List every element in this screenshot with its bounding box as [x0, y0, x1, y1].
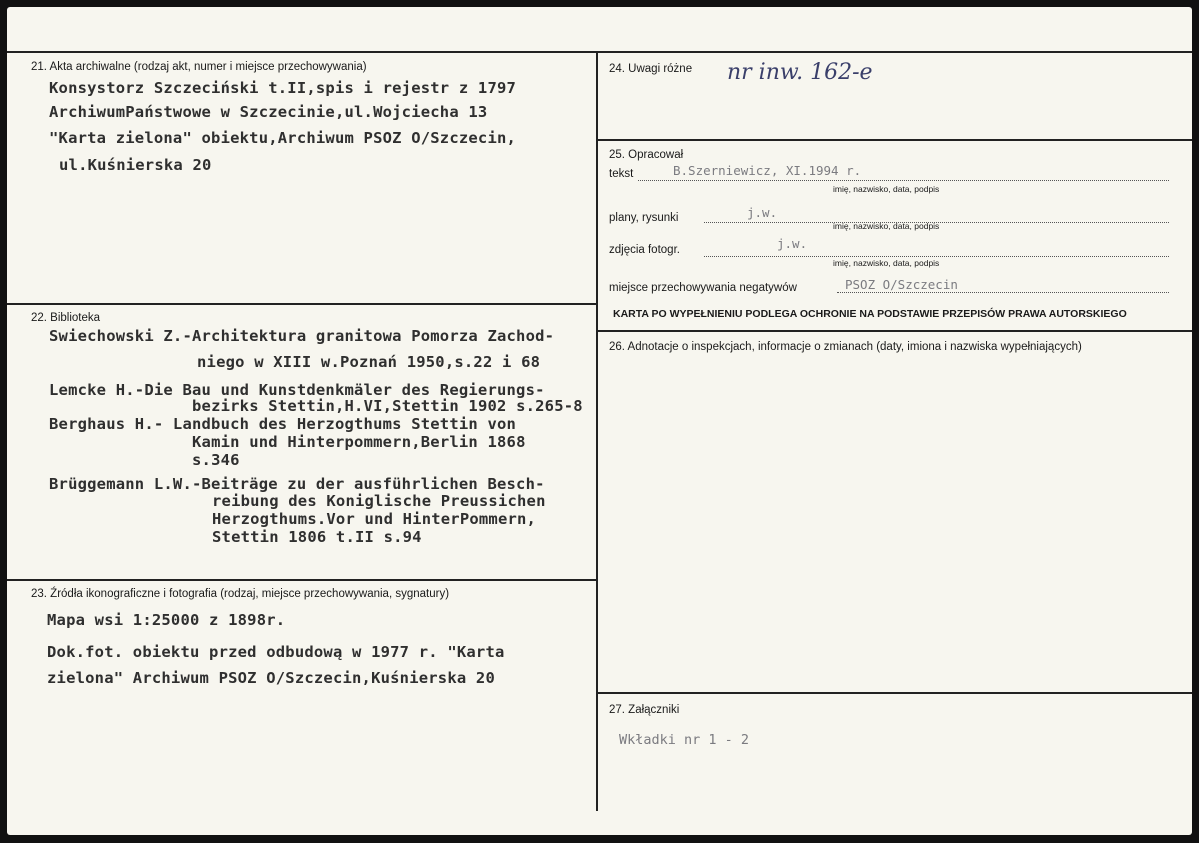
s22-line-1: Swiechowski Z.-Architektura granitowa Pomorza Zachod-	[49, 327, 555, 345]
s23-line-2: Dok.fot. obiektu przed odbudową w 1977 r. "Karta	[47, 643, 505, 661]
s22-line-8: Brüggemann L.W.-Beiträge zu der ausführlichen Besch-	[49, 475, 545, 493]
tekst-dotline	[638, 180, 1169, 181]
s22-line-11: Stettin 1806 t.II s.94	[212, 528, 422, 546]
archive-card	[7, 7, 1192, 835]
plany-label: plany, rysunki	[609, 212, 679, 224]
rule-22-23	[7, 579, 597, 581]
section-22-title: 22. Biblioteka	[31, 312, 101, 324]
s23-line-1: Mapa wsi 1:25000 z 1898r.	[47, 611, 286, 629]
top-rule	[7, 51, 1192, 53]
s21-line-3: "Karta zielona" obiektu,Archiwum PSOZ O/Szczecin,	[49, 129, 517, 147]
s22-line-2: niego w XIII w.Poznań 1950,s.22 i 68	[197, 353, 541, 371]
s22-line-7: s.346	[192, 451, 240, 469]
s22-line-10: Herzogthums.Vor und HinterPommern,	[212, 510, 537, 528]
s22-line-6: Kamin und Hinterpommern,Berlin 1868	[192, 433, 526, 451]
s22-line-3: Lemcke H.-Die Bau und Kunstdenkmäler des Regierungs-	[49, 381, 545, 399]
tekst-label: tekst	[609, 168, 634, 180]
zdjecia-label: zdjęcia fotogr.	[609, 244, 680, 256]
tekst-caption: imię, nazwisko, data, podpis	[833, 184, 940, 194]
rule-26-27	[597, 692, 1192, 694]
section-24-title: 24. Uwagi różne	[609, 63, 693, 75]
miejsce-value: PSOZ O/Szczecin	[845, 277, 958, 292]
rule-25-26	[597, 330, 1192, 332]
section-27-title: 27. Załączniki	[609, 704, 680, 716]
inventory-handwritten-note: nr inw. 162-e	[727, 60, 873, 85]
s22-line-4: bezirks Stettin,H.VI,Stettin 1902 s.265-8	[192, 397, 583, 415]
s21-line-2: ArchiwumPaństwowe w Szczecinie,ul.Wojciecha 13	[49, 103, 488, 121]
zdjecia-dotline	[704, 256, 1169, 257]
copyright-notice: KARTA PO WYPEŁNIENIU PODLEGA OCHRONIE NA PODSTAWIE PRZEPISÓW PRAWA AUTORSKIEGO	[613, 308, 1127, 320]
section-23-title: 23. Źródła ikonograficzne i fotografia (rodzaj, miejsce przechowywania, sygnatury)	[31, 588, 450, 600]
rule-24-25	[597, 139, 1192, 141]
zdjecia-caption: imię, nazwisko, data, podpis	[833, 258, 940, 268]
center-vertical-rule	[596, 51, 598, 811]
s22-line-9: reibung des Koniglische Preussichen	[212, 492, 546, 510]
rule-21-22	[7, 303, 597, 305]
s22-line-5: Berghaus H.- Landbuch des Herzogthums Stettin von	[49, 415, 517, 433]
s21-line-1: Konsystorz Szczeciński t.II,spis i rejestr z 1797	[49, 79, 517, 97]
miejsce-dotline	[837, 292, 1169, 293]
s23-line-3: zielona" Archiwum PSOZ O/Szczecin,Kuśnierska 20	[47, 669, 495, 687]
s21-line-4: ul.Kuśnierska 20	[59, 156, 212, 174]
section-26-title: 26. Adnotacje o inspekcjach, informacje o zmianach (daty, imiona i nazwiska wypełniających)	[609, 341, 1082, 353]
zdjecia-value: j.w.	[777, 236, 808, 251]
plany-caption: imię, nazwisko, data, podpis	[833, 221, 940, 231]
miejsce-label: miejsce przechowywania negatywów	[609, 282, 797, 294]
tekst-value: B.Szerniewicz, XI.1994 r.	[673, 163, 862, 178]
plany-value: j.w.	[747, 205, 778, 220]
attachments-value: Wkładki nr 1 - 2	[619, 732, 750, 748]
section-21-title: 21. Akta archiwalne (rodzaj akt, numer i miejsce przechowywania)	[31, 61, 367, 73]
section-25-title: 25. Opracował	[609, 149, 684, 161]
